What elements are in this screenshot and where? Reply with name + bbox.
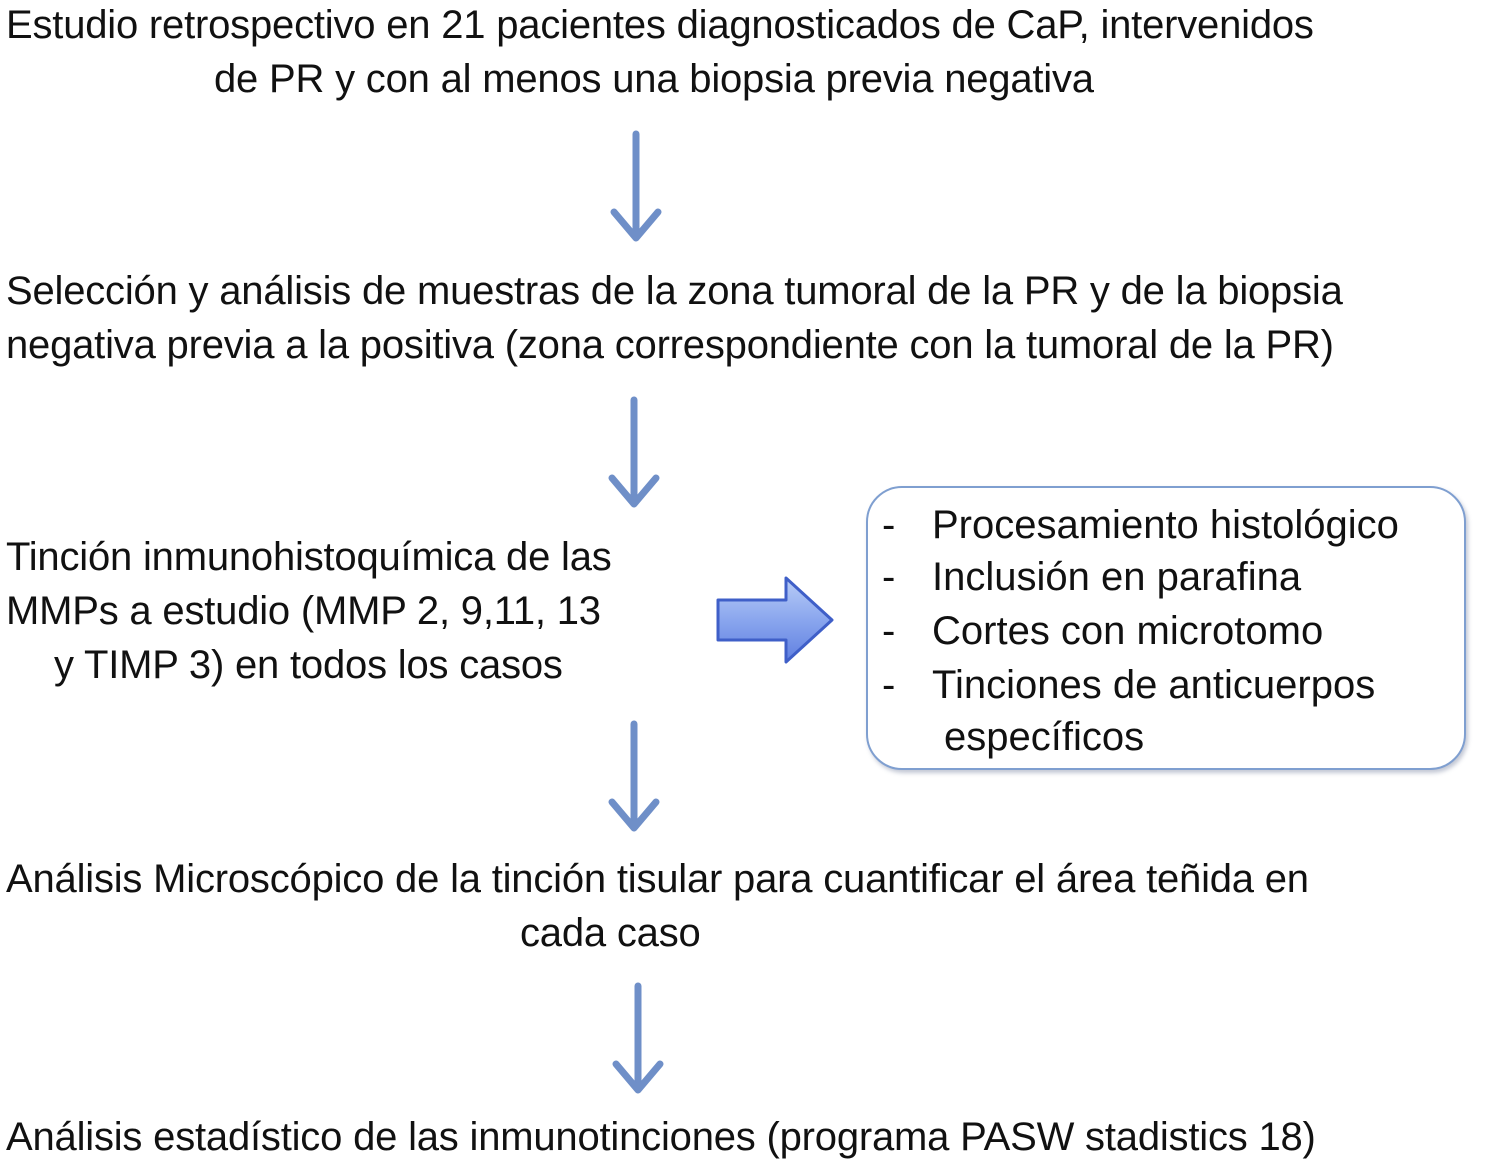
process-item — [882, 550, 1301, 604]
step-1-line-2: de PR y con al menos una biopsia previa negativa — [214, 57, 1094, 101]
process-item-label: Tinciones de anticuerpos — [932, 663, 1376, 707]
process-item-continuation — [944, 710, 1144, 764]
step-4-line-1: Análisis Microscópico de la tinción tisular para cuantificar el área teñida en — [6, 857, 1309, 901]
block-arrow-right-icon — [714, 574, 836, 666]
step-5-text — [6, 1110, 1506, 1164]
step-4-line-2: cada caso — [520, 911, 701, 955]
process-item-label: Procesamiento histológico — [932, 503, 1399, 547]
step-2-line-1: Selección y análisis de muestras de la zona tumoral de la PR y de la biopsia — [6, 269, 1343, 313]
process-item — [882, 658, 1375, 712]
process-box — [866, 486, 1466, 770]
arrow-down-icon — [606, 396, 662, 512]
process-item — [882, 604, 1323, 658]
bullet-dash: - — [882, 609, 896, 653]
arrow-down-icon — [606, 720, 662, 836]
arrow-down-icon — [608, 130, 664, 246]
step-2-line-2: negativa previa a la positiva (zona correspondiente con la tumoral de la PR) — [6, 323, 1334, 367]
step-1-line-1: Estudio retrospectivo en 21 pacientes diagnosticados de CaP, intervenidos — [6, 3, 1314, 47]
bullet-dash: - — [882, 555, 896, 599]
step-3-text — [6, 530, 706, 692]
step-2-text — [6, 264, 1506, 372]
process-item-label: específicos — [944, 715, 1145, 759]
step-4-text — [6, 852, 1486, 960]
step-3-line-3: y TIMP 3) en todos los casos — [54, 643, 563, 687]
bullet-dash: - — [882, 663, 896, 707]
process-item — [882, 498, 1399, 552]
step-5-line-1: Análisis estadístico de las inmunotinciones (programa PASW stadistics 18) — [6, 1115, 1316, 1159]
process-item-label: Inclusión en parafina — [932, 555, 1302, 599]
step-3-line-2: MMPs a estudio (MMP 2, 9,11, 13 — [6, 589, 601, 633]
step-3-line-1: Tinción inmunohistoquímica de las — [6, 535, 612, 579]
process-item-label: Cortes con microtomo — [932, 609, 1324, 653]
step-1-text — [6, 0, 1486, 106]
arrow-down-icon — [610, 982, 666, 1098]
bullet-dash: - — [882, 503, 896, 547]
